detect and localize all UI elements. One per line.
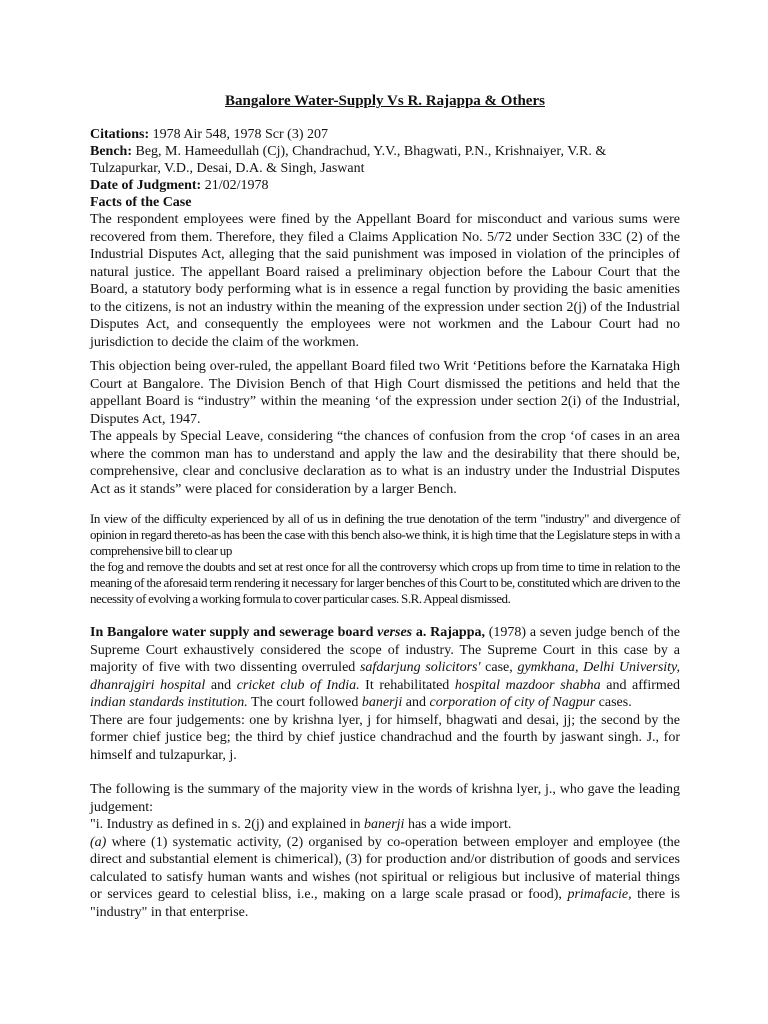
facts-paragraph: The respondent employees were fined by the Appellant Board for misconduct and various sums were recovered from them. Therefore, they filed a Claims Application No. 5/72 under Section 33C (2) of the Industrial Disputes Act, alleging that the said punishment was imposed in violation of the principles of natural justice. The appellant Board raised a preliminary objection before the Labour Court that the Board, a statutory body performing what is in essence a regal function by providing the basic amenities to the citizens, is not an industry within the meaning of the expression under section 2(j) of the Industrial Disputes Act, and consequently the employees were not workmen and the Labour Court had no jurisdiction to decide the claim of the workmen. <box>90 212 680 350</box>
case-banerji: banerji <box>361 695 403 710</box>
clause-a-text: where (1) systematic activity, (2) organised by co-operation between employer and employee (the direct and substantial element is chimerical), (3) for production and/or distribution of goods and services calculated to satisfy human wants and wishes (not spiritual or religious but inclusive of material things or services geard to celestial bliss, i.e., making on a large scale prasad or food), <box>90 834 680 902</box>
summary-text: cases. <box>595 695 632 710</box>
industry-definition <box>90 816 680 834</box>
summary-text: The court followed <box>247 695 362 710</box>
clause-a-text: there is "industry" in that enterprise. <box>90 887 680 920</box>
summary-rajappa: a. Rajappa, <box>412 625 485 640</box>
summary-text: It rehabilitated <box>359 677 455 693</box>
facts-heading: Facts of the Case <box>90 195 192 210</box>
appeals-paragraph: The appeals by Special Leave, considering “the chances of confusion from the crop ‘of cases in an area where the common man has to understand and apply the law and the desirability that there should be, comprehensive, clear and conclusive declaration as to what is an industry under the Industrial Disputes Act as it stands” were placed for consideration by a larger Bench. <box>90 429 680 497</box>
clause-a-marker: (a) <box>90 834 107 850</box>
definition-text: "i. Industry as defined in s. 2(j) and explained in <box>90 817 364 832</box>
summary-verses: verses <box>377 625 413 640</box>
view-paragraph-part2: the fog and remove the doubts and set at rest once for all the controversy which crops up from time to time in relation to the meaning of the aforesaid term rendering it necessary for larger benches of this Court to be, constituted which are driven to the necessity of evolving a working formula to cover particular cases. S.R. Appeal dismissed. <box>90 559 680 606</box>
clause-a-primafacie: primafacie, <box>567 887 632 902</box>
clause-a <box>90 834 680 922</box>
judgment-date-label: Date of Judgment: <box>90 178 202 193</box>
judgment-date-line <box>90 177 680 194</box>
view-paragraph-part1: In view of the difficulty experienced by all of us in defining the true denotation of the term "industry" and divergence of opinion in regard thereto-as has been the case with this bench also-we think, it is high time that the Legislature steps in with a comprehensive bill to clear up <box>90 511 680 558</box>
objection-paragraph: This objection being over-ruled, the appellant Board filed two Writ ‘Petitions before the Karnataka High Court at Bangalore. The Division Bench of that High Court dismissed the petitions and held that the appellant Board is “industry” within the meaning ‘of the expression under section 2(i) of the Industrial, Disputes Act, 1947. <box>90 359 680 427</box>
case-cricket-club: cricket club of India. <box>236 677 360 693</box>
case-indian-standards: indian standards institution. <box>90 695 248 710</box>
case-gymkhana: gymkhana, Delhi University, dhanrajgiri hospital <box>90 660 680 693</box>
document-title: Bangalore Water-Supply Vs R. Rajappa & Others <box>225 93 545 109</box>
summary-text: and <box>205 677 237 693</box>
bench-value: Beg, M. Hameedullah (Cj), Chandrachud, Y.V., Bhagwati, P.N., Krishnaiyer, V.R. & Tulzapurkar, V.D., Desai, D.A. & Singh, Jaswant <box>90 144 607 176</box>
document-page <box>90 92 680 921</box>
summary-text: and <box>402 695 430 710</box>
summary-text: case, <box>480 660 518 675</box>
summary-text: and affirmed <box>600 677 680 693</box>
definition-text: has a wide import. <box>404 817 512 832</box>
bench-line <box>90 143 680 177</box>
citations-label: Citations: <box>90 127 150 142</box>
judgements-paragraph: There are four judgements: one by krishna lyer, j for himself, bhagwati and desai, jj; the second by the former chief justice beg; the third by chief justice chandrachud and the fourth by jaswant singh. J., for himself and tulzapurkar, j. <box>90 712 680 763</box>
summary-case-bold: In Bangalore water supply and sewerage board <box>90 625 378 640</box>
case-safdarjung: safdarjung solicitors' <box>359 660 481 675</box>
majority-intro: The following is the summary of the majority view in the words of krishna lyer, j., who gave the leading judgement: <box>90 782 680 815</box>
summary-paragraph <box>90 624 680 712</box>
definition-banerji: banerji <box>363 817 405 832</box>
case-metadata <box>90 126 680 211</box>
summary-text: (1978) a seven judge bench of the Supreme Court exhaustively considered the scope of industry. The Supreme Court in this case by a majority of five with two dissenting overruled <box>90 625 680 675</box>
case-nagpur: corporation of city of Nagpur <box>429 695 596 710</box>
judgment-date-value: 21/02/1978 <box>201 178 269 193</box>
case-hospital-mazdoor: hospital mazdoor shabha <box>454 677 601 693</box>
bench-label: Bench: <box>90 144 132 159</box>
citations-line <box>90 126 680 143</box>
citations-value: 1978 Air 548, 1978 Scr (3) 207 <box>149 127 329 142</box>
